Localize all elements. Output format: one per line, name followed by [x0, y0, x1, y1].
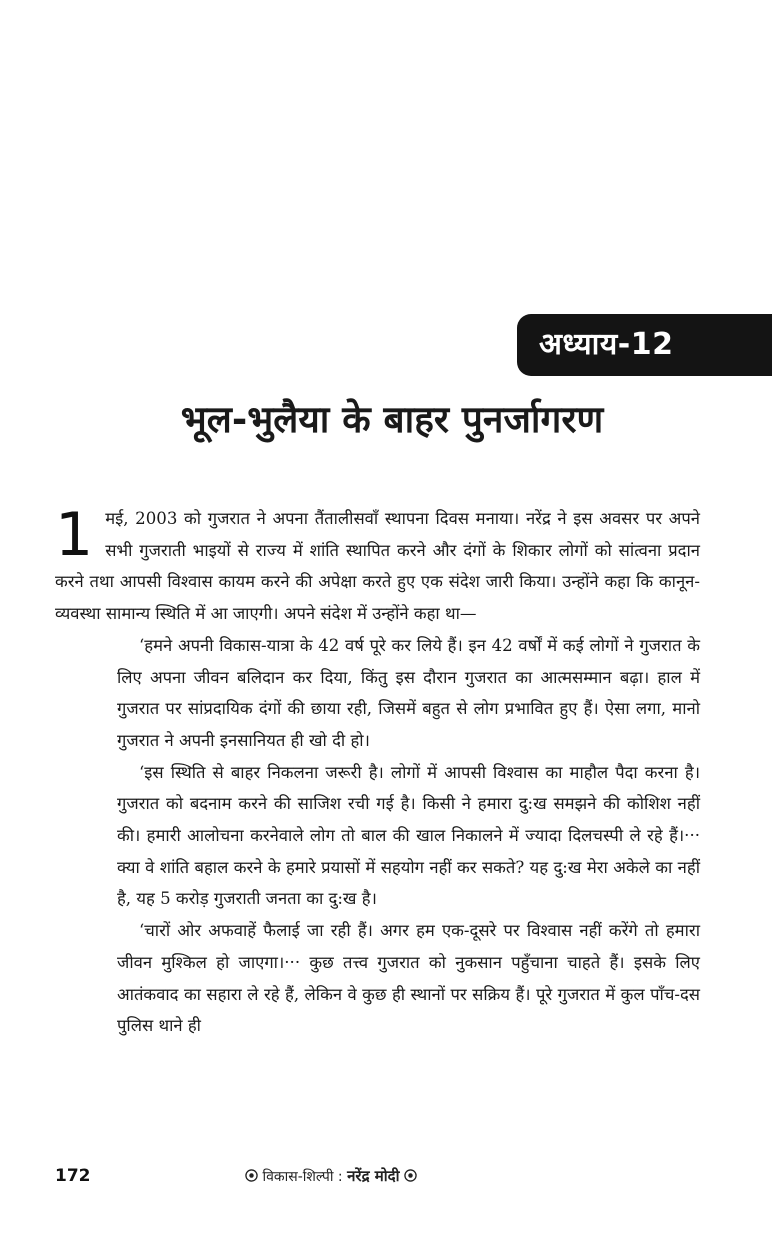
flower-ornament-icon: [245, 1169, 258, 1182]
author-name: नरेंद्र मोदी: [347, 1167, 400, 1185]
quote-paragraph: ‘हमने अपनी विकास-यात्रा के 42 वर्ष पूरे कर लिये हैं। इन 42 वर्षों में कई लोगों ने गुजरात के लिए अपना जीवन बलिदान कर दिया, किंतु इस दौरान गुजरात का आत्मसम्मान बढ़ा। हाल में गुजरात पर सांप्रदायिक दंगों की छाया रही, जिसमें बहुत से लोग प्रभावित हुए हैं। ऐसा लगा, मानो गुजरात ने अपनी इनसानियत ही खो दी हो।: [117, 635, 700, 750]
opening-paragraph: [55, 500, 700, 630]
body-text: [55, 500, 700, 1042]
chapter-title: भूल-भुलैया के बाहर पुनर्जागरण: [180, 398, 604, 441]
running-head: [245, 1166, 417, 1186]
flower-ornament-icon: [404, 1169, 417, 1182]
page-number: 172: [55, 1166, 91, 1186]
quote-paragraph: ‘इस स्थिति से बाहर निकलना जरूरी है। लोगों में आपसी विश्वास का माहौल पैदा करना है। गुजरात को बदनाम करने की साजिश रची गई है। किसी ने हमारा दु:ख समझने की कोशिश नहीं की। हमारी आलोचना करनेवाले लोग तो बाल की खाल निकालने में ज्यादा दिलचस्पी ले रहे हैं।··· क्या वे शांति बहाल करने के हमारे प्रयासों में सहयोग नहीं कर सकते? यह दु:ख मेरा अकेले का नहीं है, यह 5 करोड़ गुजराती जनता का दु:ख है।: [117, 762, 700, 909]
drop-cap: 1: [55, 500, 94, 570]
page-footer: [55, 1166, 700, 1192]
book-title: विकास-शिल्पी :: [262, 1169, 343, 1185]
chapter-label-badge: अध्याय-12: [517, 314, 772, 376]
quote-paragraph: ‘चारों ओर अफवाहें फैलाई जा रही हैं। अगर हम एक-दूसरे पर विश्वास नहीं करेंगे तो हमारा जीवन मुश्किल हो जाएगा।··· कुछ तत्त्व गुजरात को नुकसान पहुँचाना चाहते हैं। इसके लिए आतंकवाद का सहारा ले रहे हैं, लेकिन वे कुछ ही स्थानों पर सक्रिय हैं। पूरे गुजरात में कुल पाँच-दस पुलिस थाने ही: [117, 921, 700, 1036]
opening-paragraph-text: मई, 2003 को गुजरात ने अपना तैंतालीसवाँ स्थापना दिवस मनाया। नरेंद्र ने इस अवसर पर अपने सभी गुजराती भाइयों से राज्य में शांति स्थापित करने और दंगों के शिकार लोगों को सांत्वना प्रदान करने तथा आपसी विश्वास कायम करने की अपेक्षा करते हुए एक संदेश जारी किया। उन्होंने कहा कि कानून-व्यवस्था सामान्य स्थिति में आ जाएगी। अपने संदेश में उन्होंने कहा था—: [55, 509, 700, 624]
